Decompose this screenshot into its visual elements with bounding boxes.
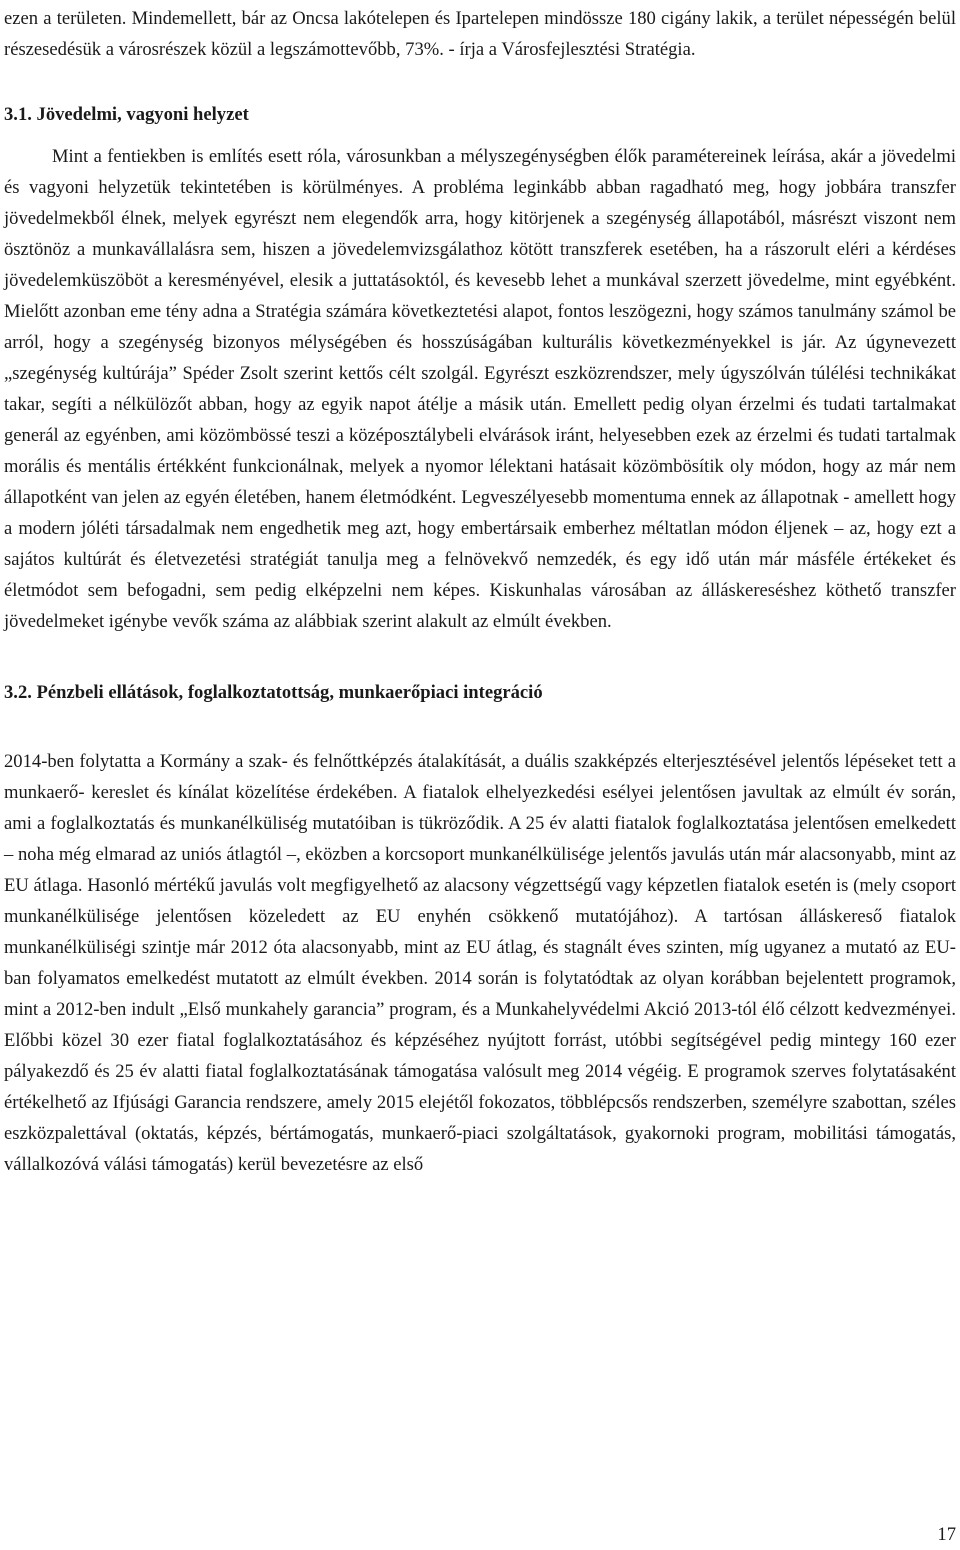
page-number: 17 [937,1524,956,1545]
document-page [4,0,956,1180]
section-1-paragraph: Mint a fentiekben is említés esett róla, városunkban a mélyszegénységben élők paramétereinek leírása, akár a jövedelmi és vagyoni helyzetük tekintetében is körülményes. A probléma leginkább abban ragadható meg, hogy jobbára transzfer jövedelmekből élnek, melyek egyrészt nem elegendők arra, hogy kitörjenek a szegénység állapotából, másrészt viszont nem ösztönöz a munkavállalásra sem, hiszen a jövedelemvizsgálathoz kötött transzferek esetében, ha a rászorult eléri a kérdéses jövedelemküszöböt a keresményével, elesik a juttatásoktól, és kevesebb lehet a munkával szerzett jövedelme, mint egyébként. Mielőtt azonban eme tény adna a Stratégia számára következtetési alapot, fontos leszögezni, hogy számos tanulmány számol be arról, hogy a szegénység bizonyos mélységében és hosszúságában kulturális következményekkel is jár. Az úgynevezett „szegénység kultúrája” Spéder Zsolt szerint kettős célt szolgál. Egyrészt eszközrendszer, mely úgyszólván túlélési technikákat takar, segíti a nélkülözőt abban, hogy az egyik napot átélje a másik után. Emellett pedig olyan érzelmi és tudati tartalmakat generál az egyénben, ami közömbössé teszi a középosztálybeli elvárások iránt, helyesebben ezek az érzelmi és tudati tartalmak morális és mentális értékként funkcionálnak, melyek a nyomor lélektani hatásait közömbösítik oly módon, hogy az már nem állapotként van jelen az egyén életében, hanem életmódként. Legveszélyesebb momentuma ennek az állapotnak - amellett hogy a modern jóléti társadalmak nem engedhetik meg azt, hogy embertársaik emberhez méltatlan módon éljenek – az, hogy ezt a sajátos kultúrát és életvezetési stratégiát tanulja meg a felnövekvő nemzedék, és egy idő után már másféle értékeket és életmódot sem befogadni, sem pedig elképzelni nem képes. Kiskunhalas városában az álláskereséshez köthető transzfer jövedelmeket igénybe vevők száma az alábbiak szerint alakult az elmúlt években. [4,146,956,632]
intro-paragraph: ezen a területen. Mindemellett, bár az Oncsa lakótelepen és Ipartelepen mindössze 180 cigány lakik, a terület népességén belül részesedésük a városrészek közül a legszámottevőbb, 73%. - írja a Városfejlesztési Stratégia. [4,8,956,60]
section-2-paragraph: 2014-ben folytatta a Kormány a szak- és felnőttképzés átalakítását, a duális szakképzés elterjesztésével jelentős lépéseket tett a munkaerő- kereslet és kínálat közelítése érdekében. A fiatalok elhelyezkedési esélyei jelentősen javultak az elmúlt év során, ami a foglalkoztatás és munkanélküliség mutatóiban is tükröződik. A 25 év alatti fiatalok foglalkoztatása jelentősen emelkedett – noha még elmarad az uniós átlagtól –, eközben a korcsoport munkanélkülisége jelentős javulás után már alacsonyabb, mint az EU átlaga. Hasonló mértékű javulás volt megfigyelhető az alacsony végzettségű vagy képzetlen fiatalok esetén is (mely csoport munkanélkülisége jelentősen közeledett az EU enyhén csökkenő mutatójához). A tartósan álláskereső fiatalok munkanélküliségi szintje már 2012 óta alacsonyabb, mint az EU átlag, és stagnált éves szinten, míg ugyanez a mutató az EU-ban folyamatos emelkedést mutatott az elmúlt években. 2014 során is folytatódtak az olyan korábban bejelentett programok, mint a 2012-ben indult „Első munkahely garancia” program, és a Munkahelyvédelmi Akció 2013-tól élő célzott kedvezményei. Előbbi közel 30 ezer fiatal foglalkoztatásához és képzéséhez nyújtott forrást, utóbbi segítségével pedig mintegy 160 ezer pályakezdő és 25 év alatti fiatal foglalkoztatásának támogatása valósult meg 2014 végéig. E programok szerves folytatásaként értékelhető az Ifjúsági Garancia rendszere, amely 2015 elejétől fokozatos, többlépcsős rendszerben, személyre szabottan, széles eszközpalettával (oktatás, képzés, bértámogatás, munkaerő-piaci szolgáltatások, gyakornoki program, mobilitási támogatás, vállalkozóvá válási támogatás) kerül bevezetésre az első [4,751,956,1175]
section-2-heading: 3.2. Pénzbeli ellátások, foglalkoztatottság, munkaerőpiaci integráció [4,682,543,703]
section-1-heading: 3.1. Jövedelmi, vagyoni helyzet [4,104,249,125]
